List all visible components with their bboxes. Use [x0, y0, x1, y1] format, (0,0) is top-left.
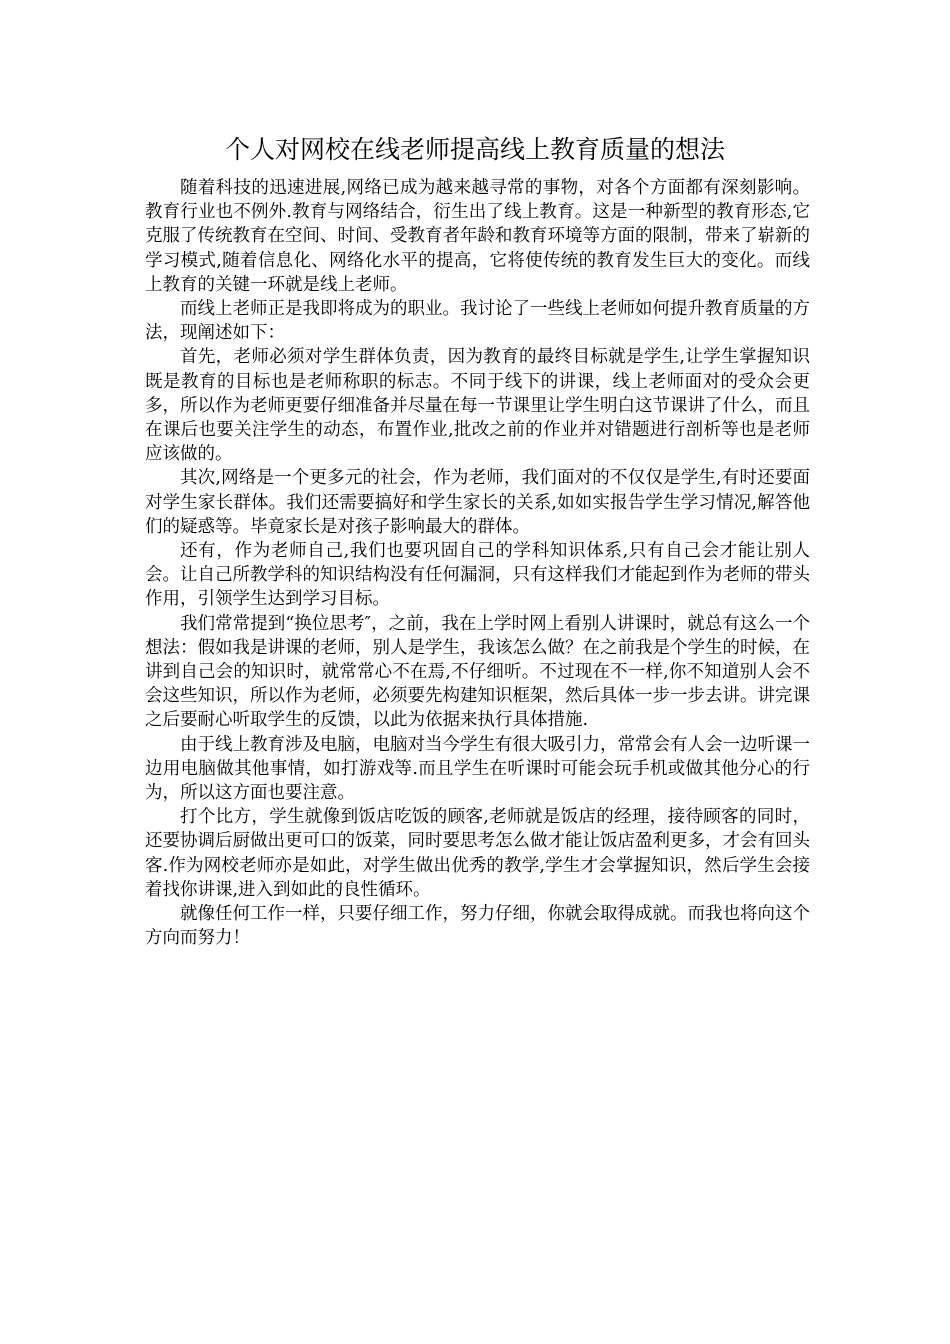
paragraph: 还有，作为老师自己,我们也要巩固自己的学科知识体系,只有自己会才能让别人会。让自己所教学科的知识结构没有任何漏洞，只有这样我们才能起到作为老师的带头作用，引领学生达到学习目标。: [145, 541, 810, 610]
paragraph: 就像任何工作一样，只要仔细工作，努力仔细，你就会取得成就。而我也将向这个方向而努力！: [145, 904, 810, 949]
paragraph: 打个比方，学生就像到饭店吃饭的顾客,老师就是饭店的经理，接待顾客的同时，还要协调后厨做出更可口的饭菜，同时要思考怎么做才能让饭店盈利更多，才会有回头客.作为网校老师亦是如此，对学生做出优秀的教学,学生才会掌握知识，然后学生会接着找你讲课,进入到如此的良性循环。: [145, 807, 810, 900]
paragraph: 其次,网络是一个更多元的社会，作为老师，我们面对的不仅仅是学生,有时还要面对学生家长群体。我们还需要搞好和学生家长的关系,如如实报告学生学习情况,解答他们的疑惑等。毕竟家长是对孩子影响最大的群体。: [145, 468, 810, 537]
document-title: 个人对网校在线老师提高线上教育质量的想法: [224, 135, 725, 164]
document-body: [145, 176, 810, 951]
paragraph: 而线上老师正是我即将成为的职业。我讨论了一些线上老师如何提升教育质量的方法，现阐述如下：: [145, 299, 810, 344]
paragraph: 首先，老师必须对学生群体负责，因为教育的最终目标就是学生,让学生掌握知识既是教育的目标也是老师称职的标志。不同于线下的讲课，线上老师面对的受众会更多，所以作为老师更要仔细准备并尽量在每一节课里让学生明白这节课讲了什么，而且在课后也要关注学生的动态，布置作业,批改之前的作业并对错题进行剖析等也是老师应该做的。: [145, 347, 810, 465]
paragraph: 随着科技的迅速进展,网络已成为越来越寻常的事物，对各个方面都有深刻影响。教育行业也不例外.教育与网络结合，衍生出了线上教育。这是一种新型的教育形态,它克服了传统教育在空间、时间、受教育者年龄和教育环境等方面的限制，带来了崭新的学习模式,随着信息化、网络化水平的提高，它将使传统的教育发生巨大的变化。而线上教育的关键一环就是线上老师。: [145, 178, 810, 295]
paragraph: 由于线上教育涉及电脑，电脑对当今学生有很大吸引力，常常会有人会一边听课一边用电脑做其他事情，如打游戏等.而且学生在听课时可能会玩手机或做其他分心的行为，所以这方面也要注意。: [145, 734, 810, 804]
paragraph: 我们常常提到“换位思考″，之前，我在上学时网上看别人讲课时，就总有这么一个想法：假如我是讲课的老师，别人是学生，我该怎么做？在之前我是个学生的时候，在讲到自己会的知识时，就常常心不在焉,不仔细听。不过现在不一样,你不知道别人会不会这些知识，所以作为老师，必须要先构建知识框架，然后具体一步一步去讲。讲完课之后要耐心听取学生的反馈，以此为依据来执行具体措施.: [145, 613, 810, 731]
